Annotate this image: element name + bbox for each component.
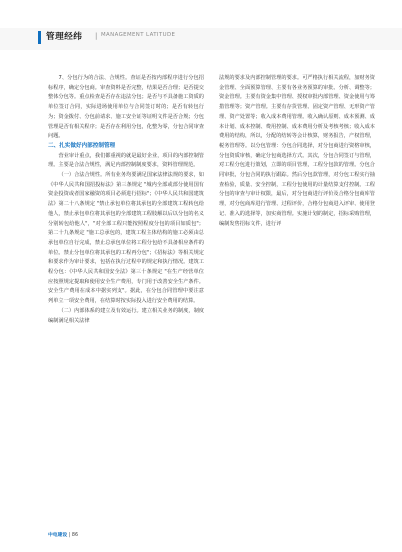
right-column	[219, 74, 375, 229]
paragraph-legal-compliance: （一）合法合规性。所有业务均要满足国家法律法规的要求，如《中华人民共和国招投标法》第三条规定 "城内全部或部分使用国有资金投资或者国家融资的项目必须进行招标"；《中华人民共和国建筑法》第二十八条规定 "禁止承包单位将其承包的全部建筑工程转包给他人，禁止承包单位将其承包的全部建筑工程肢解以后以分包的名义分别转包给他人"，"对全部工程只能按照程度分包的项目如质包"；第二十九条规定 "施工总承包的，建筑工程主体结构的施工必须由总承包单位自行完成，禁止总承包单位将工程分包给不具备相应条件的单位。禁止分包单位将其承包的工程再分包"；《招标法》等相关规定和要求作为审计要求，包括在执行过程中的规定和执行情况。建筑工程分包：《中华人民共和国安全法》第三十条规定 "在生产经营单位应按照规定提取和使用安全生产费用，专门用于改善安全生产条件。安全生产费用在成本中据实列支"。据此，在分包合同管理中要注意列单立一项安全费用，在结算时按实际投入进行安全费用的结算。	[48, 172, 204, 305]
paragraph-audit-focus: 营业审计重点，我们都重视的就是最好企业，项目的内部控制管理。主要是合法合规性，满足内部控制制度要求，资料管理规范。	[48, 152, 204, 169]
paragraph-management-processes: 法规的要求及内部控制管理的要求。可严格执行相关流程，加财务资金管理、全面预算管理、主要有各业务预算的审批、分析、调整等；资金管理。主要有资金集中管理、授权审批内部管理、资金使用与筹措管理等；资产管理。主要有存货管理、固定资产管理、无形资产管理、资产处置等；收入成本费用管理。收入确认原则、成本预测、成本计划、成本控制、费用控制、成本费用分析及考核考核；收入成本费用的结构，所以，分配的结转等会计核算，财务报告，产权管理，税务管理等。以分包管理：分包合同选择，对分包商进行资格审核，分包资质审核，确定分包商选择方式。其次，分包合同签订与管理，对工程分包进行策划，立即的项目管理，工程分包款的管理。分包合同审批，分包合同的执行跟踪。然后分包款管理，对分包工程实行抽查检验，质量、安全控制，工程分包使用的计量结算支付控制。工程分包的审查与审计权限，最后，对分包商进行评价及合格分包商库管理，对分包商库进行管理、过程评价，合格分包商进入评审、使用登记、准入的选择等，加实商管理。实施计划的制定，招标采购管理，编制发售招标文件，进行评	[219, 75, 375, 227]
left-column	[48, 74, 204, 326]
page-number: 86	[71, 533, 78, 538]
footer-brand: 中电建设	[48, 533, 68, 538]
section-heading-internal-control: 二、扎实做好内部控制管理	[48, 142, 116, 149]
header-accent-bar	[38, 31, 41, 44]
section-title: 管理经纬	[46, 32, 83, 42]
footer-separator: |	[68, 533, 71, 538]
paragraph-subcontract-compliance: 7、分包行为的合法、合规性。查证是否按内部程序进行分包招标程序，确定分包商。审查资料是否完整，结果是否合理；是否提交整体分包等。重点检查是否存在违法分包；是否与不具备施工资质的单位签订合同，实际进场使用单位与合同签订时的；是否有转包行为；资金拨付、分包前请求、施工安全证等证明文件是否合规；分包管理是否有相关程序；是否存在利用分包，化整为零，分包合同审查问题。	[48, 75, 204, 140]
paragraph-internal-system: （二）内部体系的建立及有效运行。建立相关业务的制度，制度编制满足相关法律	[48, 307, 204, 324]
section-subtitle: MANAGEMENT LATITUDE	[101, 32, 176, 38]
header-separator: |	[95, 32, 98, 40]
page-footer	[48, 531, 78, 538]
